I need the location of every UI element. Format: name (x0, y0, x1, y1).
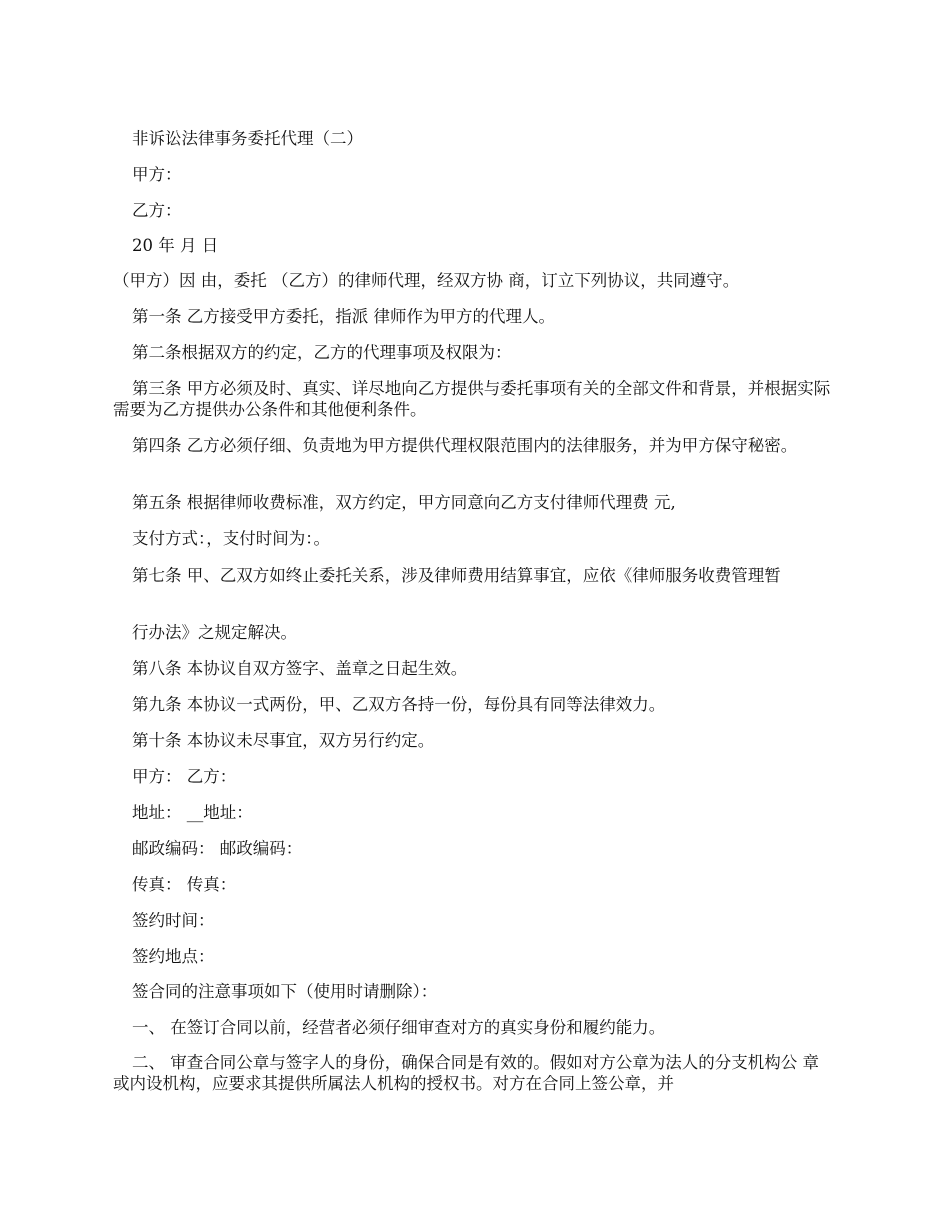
signature-time: 签约时间： (132, 911, 215, 930)
article-2: 第二条根据双方的约定，乙方的代理事项及权限为： (132, 343, 512, 362)
signature-place: 签约地点： (132, 947, 215, 966)
article-8: 第八条 本协议自双方签字、盖章之日起生效。 (132, 659, 468, 678)
article-7: 第七条 甲、乙双方如终止委托关系，涉及律师费用结算事宜，应依《律师服务收费管理暂 (132, 566, 781, 585)
payment-terms: 支付方式：，支付时间为：。 (132, 529, 330, 548)
article-10: 第十条 本协议未尽事宜，双方另行约定。 (132, 731, 435, 750)
article-4: 第四条 乙方必须仔细、负责地为甲方提供代理权限范围内的法律服务，并为甲方保守秘密。 (132, 436, 798, 455)
article-1: 第一条 乙方接受甲方委托，指派 律师作为甲方的代理人。 (132, 307, 555, 326)
party-b-label: 乙方： (132, 201, 182, 220)
signature-fax: 传真： 传真： (132, 875, 237, 894)
document-title: 非诉讼法律事务委托代理（二） (132, 129, 363, 148)
party-a-label: 甲方： (132, 165, 182, 184)
preamble: （甲方）因 由，委托 （乙方）的律师代理，经双方协 商，订立下列协议，共同遵守。 (113, 271, 740, 290)
article-5: 第五条 根据律师收费标准，双方约定，甲方同意向乙方支付律师代理费 元, (132, 493, 676, 512)
date-line: 20 年 月 日 (132, 236, 219, 255)
signature-address: 地址： __地址： (132, 803, 253, 822)
article-7-continued: 行办法》之规定解决。 (132, 623, 297, 642)
note-1: 一、 在签订合同以前，经营者必须仔细审查对方的真实身份和履约能力。 (132, 1018, 666, 1037)
note-2: 二、 审查合同公章与签字人的身份，确保合同是有效的。假如对方公章为法人的分支机构公 章或内设机构，应要求其提供所属法人机构的授权书。对方在合同上签公章，并 (113, 1053, 819, 1093)
signature-parties: 甲方： 乙方： (132, 767, 237, 786)
signature-postcode: 邮政编码： 邮政编码： (132, 839, 303, 858)
article-3: 第三条 甲方必须及时、真实、详尽地向乙方提供与委托事项有关的全部文件和背景，并根据实际需要为乙方提供办公条件和其他便利条件。 (113, 379, 831, 419)
notes-heading: 签合同的注意事项如下（使用时请删除）： (132, 982, 438, 1001)
article-9: 第九条 本协议一式两份，甲、乙双方各持一份，每份具有同等法律效力。 (132, 695, 666, 714)
